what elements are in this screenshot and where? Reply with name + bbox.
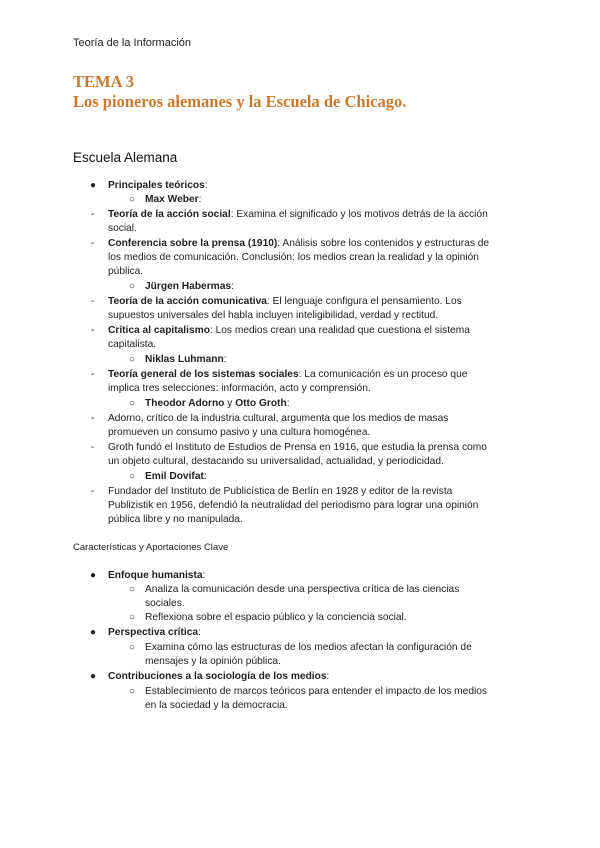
- circle-marker: ○: [129, 471, 136, 482]
- weber-conf-line-3: pública.: [108, 266, 144, 277]
- habermas-crit-line-2: capitalista.: [108, 339, 157, 350]
- luhmann-teo-line-1: Teoría general de los sistemas sociales: La comunicación es un proceso que: [108, 369, 468, 380]
- habermas-crit-line-1: Crítica al capitalismo: Los medios crean una realidad que cuestiona el sistema: [108, 325, 470, 336]
- list-item-contribuciones: Contribuciones a la sociología de los medios:: [108, 671, 330, 682]
- theorist-luhmann: Niklas Luhmann:: [145, 354, 227, 365]
- weber-accion-line-1: Teoría de la acción social: Examina el significado y los motivos detrás de la acción: [108, 209, 488, 220]
- groth-line-1: Groth fundó el Instituto de Estudios de Prensa en 1916, que estudia la prensa como: [108, 442, 487, 453]
- circle-marker: ○: [129, 194, 136, 205]
- page-title: [73, 72, 406, 112]
- dash-marker: -: [91, 238, 95, 249]
- perspectiva-item-1-line-2: mensajes y la opinión pública.: [145, 656, 281, 667]
- bullet-marker: ●: [90, 627, 97, 638]
- dovifat-line-3: pública libre y no manipulada.: [108, 514, 243, 525]
- enfoque-item-1-line-2: sociales.: [145, 598, 185, 609]
- circle-marker: ○: [129, 686, 136, 697]
- perspectiva-item-1-line-1: Examina cómo las estructuras de los medios afectan la configuración de: [145, 642, 472, 653]
- list-item-perspectiva: Perspectiva crítica:: [108, 627, 201, 638]
- dash-marker: -: [91, 442, 95, 453]
- dash-marker: -: [91, 486, 95, 497]
- list-item-theorists: Principales teóricos:: [108, 180, 208, 191]
- contrib-item-1-line-1: Establecimiento de marcos teóricos para entender el impacto de los medios: [145, 686, 488, 697]
- dash-marker: -: [91, 325, 95, 336]
- circle-marker: ○: [129, 354, 136, 365]
- groth-line-2: un objeto cultural, destacando su universalidad, actualidad, y periodicidad.: [108, 456, 444, 467]
- theorist-adorno-groth: Theodor Adorno y Otto Groth:: [145, 398, 290, 409]
- circle-marker: ○: [129, 612, 136, 623]
- habermas-acc-line-1: Teoría de la acción comunicativa: El lenguaje configura el pensamiento. Los: [108, 296, 462, 307]
- adorno-line-1: Adorno, crítico de la industria cultural, argumenta que los medios de masas: [108, 413, 449, 424]
- dovifat-line-2: Publizistik en 1956, defendió la neutralidad del periodismo para lograr una opinión: [108, 500, 479, 511]
- enfoque-item-2: Reflexiona sobre el espacio público y la conciencia social.: [145, 612, 407, 623]
- circle-marker: ○: [129, 281, 136, 292]
- contrib-item-1-line-2: en la sociedad y la democracia.: [145, 700, 288, 711]
- luhmann-teo-line-2: implica tres selecciones: información, acto y comprensión.: [108, 383, 371, 394]
- dash-marker: -: [91, 369, 95, 380]
- adorno-line-2: promueven un consumo pasivo y una cultura homogénea.: [108, 427, 371, 438]
- dash-marker: -: [91, 413, 95, 424]
- dovifat-line-1: Fundador del Instituto de Publicística de Berlín en 1928 y editor de la revista: [108, 486, 453, 497]
- running-header: Teoría de la Información: [73, 37, 192, 49]
- circle-marker: ○: [129, 642, 136, 653]
- dash-marker: -: [91, 209, 95, 220]
- theorist-weber: Max Weber:: [145, 194, 202, 205]
- title-line-2: Los pioneros alemanes y la Escuela de Chicago.: [73, 92, 407, 111]
- habermas-acc-line-2: supuestos universales del habla incluyen inteligibilidad, verdad y rectitud.: [108, 310, 439, 321]
- list-item-enfoque: Enfoque humanista:: [108, 570, 206, 581]
- bullet-marker: ●: [90, 570, 97, 581]
- circle-marker: ○: [129, 584, 136, 595]
- theorist-dovifat: Emil Dovifat:: [145, 471, 207, 482]
- section-heading: Escuela Alemana: [73, 150, 178, 165]
- bullet-marker: ●: [90, 180, 97, 191]
- weber-conf-line-1: Conferencia sobre la prensa (1910): Análisis sobre los contenidos y estructuras de: [108, 238, 490, 249]
- title-line-1: TEMA 3: [73, 72, 134, 91]
- weber-accion-line-2: social.: [108, 223, 137, 234]
- bullet-marker: ●: [90, 671, 97, 682]
- enfoque-item-1-line-1: Analiza la comunicación desde una perspectiva crítica de las ciencias: [145, 584, 460, 595]
- dash-marker: -: [91, 296, 95, 307]
- weber-conf-line-2: los medios de comunicación. Conclusión: los medios crean la realidad y la opinión: [108, 252, 479, 263]
- circle-marker: ○: [129, 398, 136, 409]
- theorist-habermas: Jürgen Habermas:: [145, 281, 234, 292]
- subsection-heading: Características y Aportaciones Clave: [73, 542, 229, 553]
